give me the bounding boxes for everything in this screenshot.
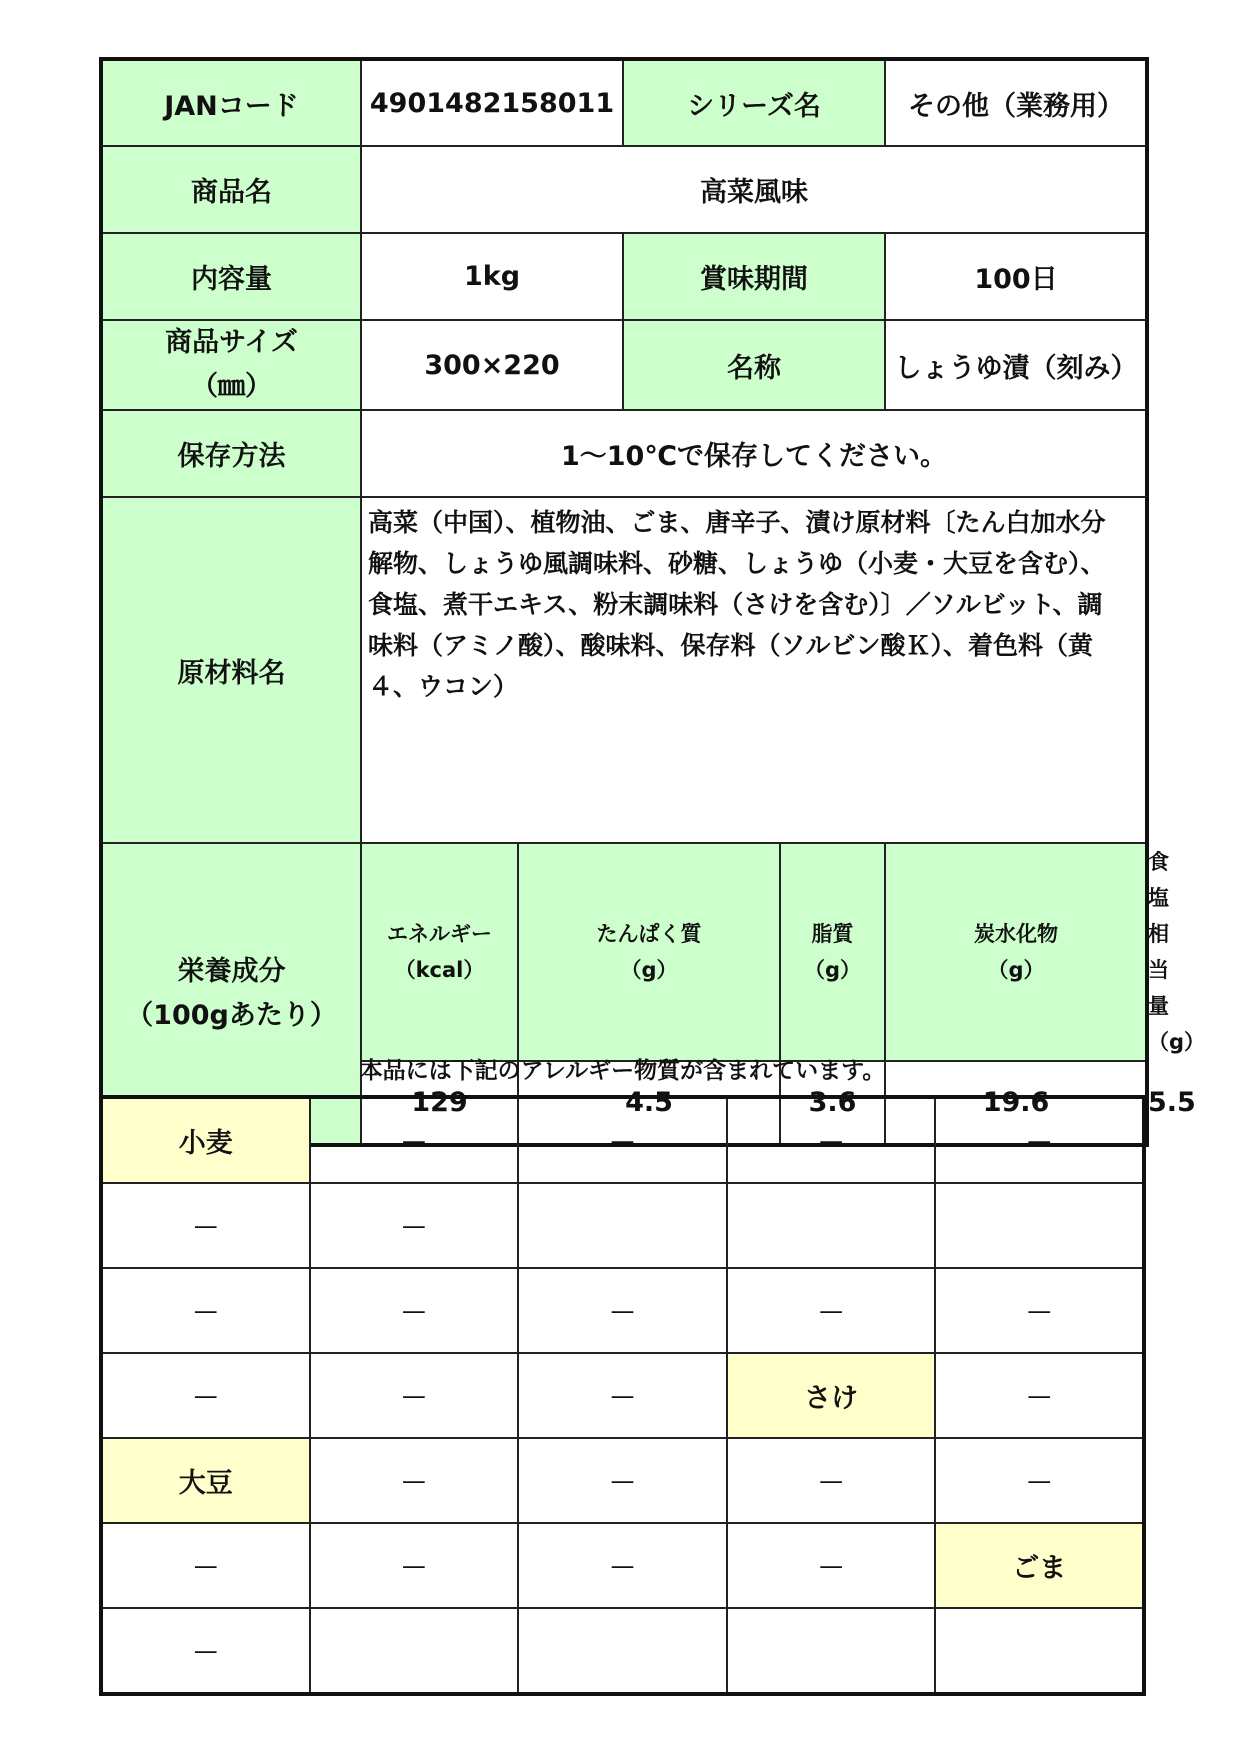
shelf-life-value: 100日 xyxy=(885,233,1147,320)
allergy-cell xyxy=(935,1608,1144,1694)
ingredients-line: ４、ウコン） xyxy=(368,672,519,701)
size-label xyxy=(101,320,361,410)
ingredients-line: 解物、しょうゆ風調味料、砂糖、しょうゆ（小麦・大豆を含む）、 xyxy=(368,549,1106,578)
nutrition-header-carbs xyxy=(885,843,1147,1061)
nutrient-unit: （g） xyxy=(803,958,862,982)
ingredients-value xyxy=(361,497,1147,843)
allergy-cell: — xyxy=(310,1268,519,1353)
ingredients-label: 原材料名 xyxy=(101,497,361,843)
allergy-cell: — xyxy=(935,1097,1144,1183)
nutrition-label-line1: 栄養成分 xyxy=(177,955,286,987)
product-name-value: 高菜風味 xyxy=(361,146,1147,233)
nutrition-value-energy: 129 xyxy=(361,1061,518,1145)
ingredients-line: 味料（アミノ酸）、酸味料、保存料（ソルビン酸Ｋ）、着色料（黄 xyxy=(368,631,1094,660)
allergy-cell: ごま xyxy=(935,1523,1144,1608)
nutrient-name: エネルギー xyxy=(387,922,492,946)
allergy-cell: — xyxy=(101,1268,310,1353)
size-label-line2: （㎜） xyxy=(191,371,272,402)
allergy-cell xyxy=(935,1183,1144,1268)
ingredients-line: 食塩、煮干エキス、粉末調味料（さけを含む）〕／ソルビット、調 xyxy=(368,590,1103,619)
size-value: 300×220 xyxy=(361,320,623,410)
allergy-cell: 大豆 xyxy=(101,1438,310,1523)
allergy-cell: — xyxy=(101,1523,310,1608)
shelf-life-label: 賞味期間 xyxy=(623,233,885,320)
allergy-cell xyxy=(727,1183,936,1268)
allergy-cell: 小麦 xyxy=(101,1097,310,1183)
allergy-cell: — xyxy=(310,1097,519,1183)
product-name-label: 商品名 xyxy=(101,146,361,233)
allergy-table xyxy=(99,1095,1146,1696)
allergy-cell: — xyxy=(935,1268,1144,1353)
allergy-row xyxy=(101,1183,1144,1268)
allergy-cell: — xyxy=(310,1353,519,1438)
allergy-cell: — xyxy=(727,1523,936,1608)
allergy-cell: さけ xyxy=(727,1353,936,1438)
nutrition-value-protein: 4.5 xyxy=(518,1061,780,1145)
allergy-cell: — xyxy=(727,1438,936,1523)
volume-label: 内容量 xyxy=(101,233,361,320)
allergy-row xyxy=(101,1438,1144,1523)
jan-value: 4901482158011 xyxy=(361,59,623,146)
allergy-cell: — xyxy=(518,1097,727,1183)
allergy-row xyxy=(101,1523,1144,1608)
allergy-cell: — xyxy=(727,1097,936,1183)
nutrition-header-energy xyxy=(361,843,518,1061)
allergy-row xyxy=(101,1353,1144,1438)
item-name-value: しょうゆ漬（刻み） xyxy=(885,320,1147,410)
allergy-cell: — xyxy=(518,1353,727,1438)
allergy-cell: — xyxy=(518,1523,727,1608)
nutrient-name: たんぱく質 xyxy=(596,922,702,946)
nutrition-value-carbs: 19.6 xyxy=(885,1061,1147,1145)
nutrient-unit: （g） xyxy=(987,958,1045,982)
allergy-cell: — xyxy=(310,1523,519,1608)
allergy-cell: — xyxy=(518,1438,727,1523)
allergy-cell xyxy=(518,1183,727,1268)
series-label: シリーズ名 xyxy=(623,59,885,146)
allergy-cell: — xyxy=(518,1268,727,1353)
allergy-row xyxy=(101,1608,1144,1694)
nutrient-name: 脂質 xyxy=(811,922,854,946)
size-label-line1: 商品サイズ xyxy=(165,327,298,358)
nutrient-unit: （g） xyxy=(620,958,678,982)
series-value: その他（業務用） xyxy=(885,59,1147,146)
product-spec-table: JANコード 4901482158011 シリーズ名 その他（業務用） 商品名 高菜風味 内容量 1kg 賞味期間 100日 商品サイズ （㎜） 300×220 名称 しょうゆ漬（刻み） 保存方法 1～10℃で保存してください。 原材料名 高菜（中国）、植物油、ごま、唐辛子、漬け原材料〔たん白加水分 解物、しょうゆ風調味料、砂糖、しょうゆ（小麦・大豆を含む）、 食塩、煮干エキス、粉末調味料（さけを含む）〕／ソルビット、調 味料（アミノ酸）、酸味料、保存料（ソルビン酸Ｋ）、着色料（黄 ４、ウコン） 栄養成分 （100gあたり） エネルギー （kcal） たんぱく質 （g） 脂質 （g） 炭水化物 （g） 食塩相当量 （g） 129 4.5 3.6 19.6 5.5 xyxy=(99,57,1149,1147)
nutrient-unit: （kcal） xyxy=(394,958,485,982)
nutrient-name: 炭水化物 xyxy=(974,922,1059,946)
nutrition-label-line2: （100gあたり） xyxy=(126,999,337,1031)
allergy-cell: — xyxy=(101,1608,310,1694)
allergy-cell xyxy=(727,1608,936,1694)
volume-value: 1kg xyxy=(361,233,623,320)
allergy-cell xyxy=(310,1608,519,1694)
allergy-row xyxy=(101,1268,1144,1353)
storage-value: 1～10℃で保存してください。 xyxy=(361,410,1147,497)
allergy-row xyxy=(101,1097,1144,1183)
allergy-cell: — xyxy=(935,1353,1144,1438)
nutrition-header-fat xyxy=(780,843,885,1061)
nutrition-value-fat: 3.6 xyxy=(780,1061,885,1145)
allergy-cell: — xyxy=(310,1438,519,1523)
item-name-label: 名称 xyxy=(623,320,885,410)
allergy-notice: 本品には下記のアレルギー物質が含まれています。 xyxy=(359,1058,886,1084)
allergy-cell xyxy=(518,1608,727,1694)
allergy-cell: — xyxy=(727,1268,936,1353)
nutrition-header-protein xyxy=(518,843,780,1061)
storage-label: 保存方法 xyxy=(101,410,361,497)
allergy-cell: — xyxy=(101,1183,310,1268)
ingredients-line: 高菜（中国）、植物油、ごま、唐辛子、漬け原材料〔たん白加水分 xyxy=(368,508,1106,537)
allergy-cell: — xyxy=(101,1353,310,1438)
allergy-cell: — xyxy=(935,1438,1144,1523)
jan-label: JANコード xyxy=(101,59,361,146)
allergy-cell: — xyxy=(310,1183,519,1268)
